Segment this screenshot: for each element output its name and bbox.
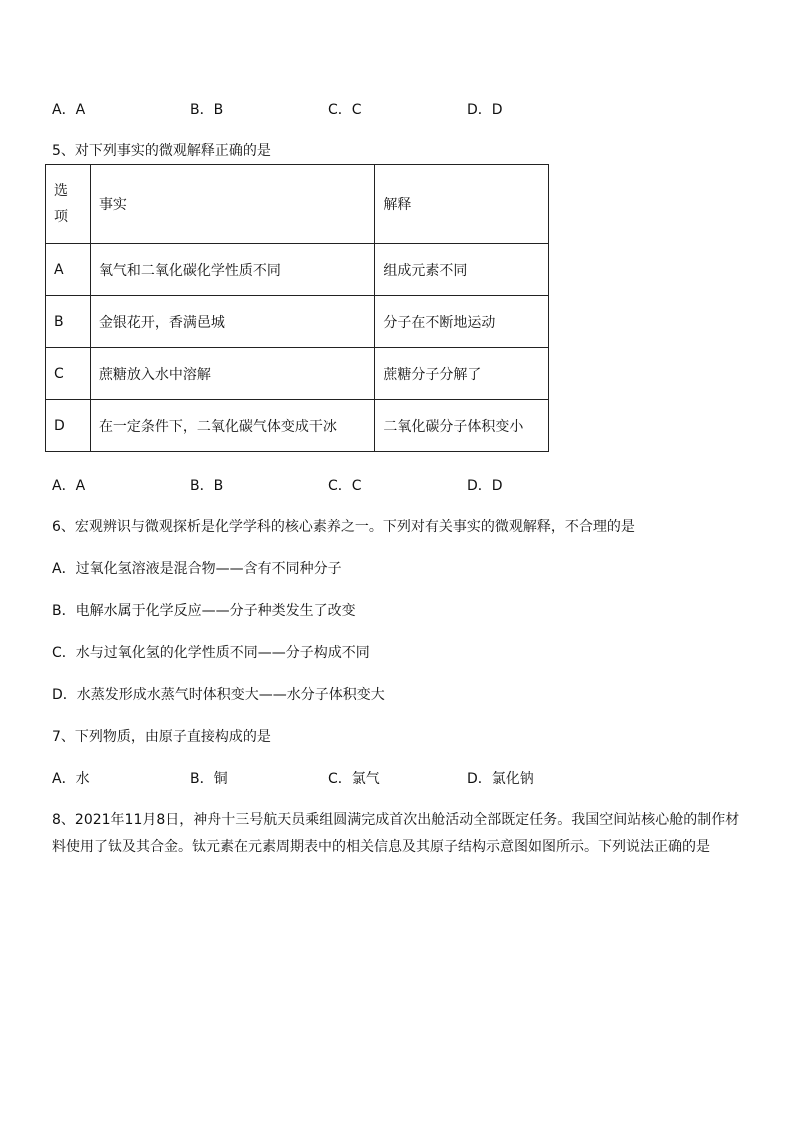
row-fact: 金银花开，香满邑城 xyxy=(90,296,374,348)
row-option: C xyxy=(46,348,91,400)
table-row xyxy=(46,348,549,400)
header-explanation: 解释 xyxy=(375,165,549,244)
q8-stem: 8、2021年11月8日，神舟十三号航天员乘组圆满完成首次出舱活动全部既定任务。我国空间站核心舱的制作材料使用了钛及其合金。钛元素在元素周期表中的相关信息及其原子结构示意图如图所示。下列说法正确的是 xyxy=(52,812,740,855)
row-explanation: 蔗糖分子分解了 xyxy=(375,348,549,400)
q5-option-c[interactable]: C．C xyxy=(328,478,362,494)
header-fact: 事实 xyxy=(90,165,374,244)
q7-stem: 7、下列物质，由原子直接构成的是 xyxy=(52,729,271,745)
q7-option-a[interactable]: A．水 xyxy=(52,771,90,787)
row-explanation: 组成元素不同 xyxy=(375,244,549,296)
q4-option-b[interactable]: B．B xyxy=(190,102,224,118)
row-option: A xyxy=(46,244,91,296)
q5-stem: 5、对下列事实的微观解释正确的是 xyxy=(52,143,271,159)
q4-option-a[interactable]: A．A xyxy=(52,102,86,118)
q6-option-a[interactable]: A．过氧化氢溶液是混合物——含有不同种分子 xyxy=(52,561,342,577)
q6-stem: 6、宏观辨识与微观探析是化学学科的核心素养之一。下列对有关事实的微观解释，不合理的是 xyxy=(52,519,635,535)
row-explanation: 二氧化碳分子体积变小 xyxy=(375,400,549,452)
q5-option-a[interactable]: A．A xyxy=(52,478,86,494)
table-row xyxy=(46,400,549,452)
header-option-line2: 项 xyxy=(54,209,68,225)
row-fact: 氧气和二氧化碳化学性质不同 xyxy=(90,244,374,296)
q7-option-b[interactable]: B．铜 xyxy=(190,771,228,787)
row-fact: 蔗糖放入水中溶解 xyxy=(90,348,374,400)
row-fact: 在一定条件下，二氧化碳气体变成干冰 xyxy=(90,400,374,452)
q6-option-d[interactable]: D．水蒸发形成水蒸气时体积变大——水分子体积变大 xyxy=(52,687,385,703)
header-option xyxy=(46,165,91,244)
q7-option-c[interactable]: C．氯气 xyxy=(328,771,380,787)
q7-option-d[interactable]: D．氯化钠 xyxy=(467,771,534,787)
table-header-row xyxy=(46,165,549,244)
header-option-line1: 选 xyxy=(54,183,68,199)
q6-option-b[interactable]: B．电解水属于化学反应——分子种类发生了改变 xyxy=(52,603,356,619)
q6-option-c[interactable]: C．水与过氧化氢的化学性质不同——分子构成不同 xyxy=(52,645,370,661)
q4-option-c[interactable]: C．C xyxy=(328,102,362,118)
row-explanation: 分子在不断地运动 xyxy=(375,296,549,348)
q5-option-d[interactable]: D．D xyxy=(467,478,503,494)
table-row xyxy=(46,244,549,296)
q5-table xyxy=(45,164,549,452)
table-row xyxy=(46,296,549,348)
row-option: D xyxy=(46,400,91,452)
q4-option-d[interactable]: D．D xyxy=(467,102,503,118)
q5-option-b[interactable]: B．B xyxy=(190,478,224,494)
row-option: B xyxy=(46,296,91,348)
